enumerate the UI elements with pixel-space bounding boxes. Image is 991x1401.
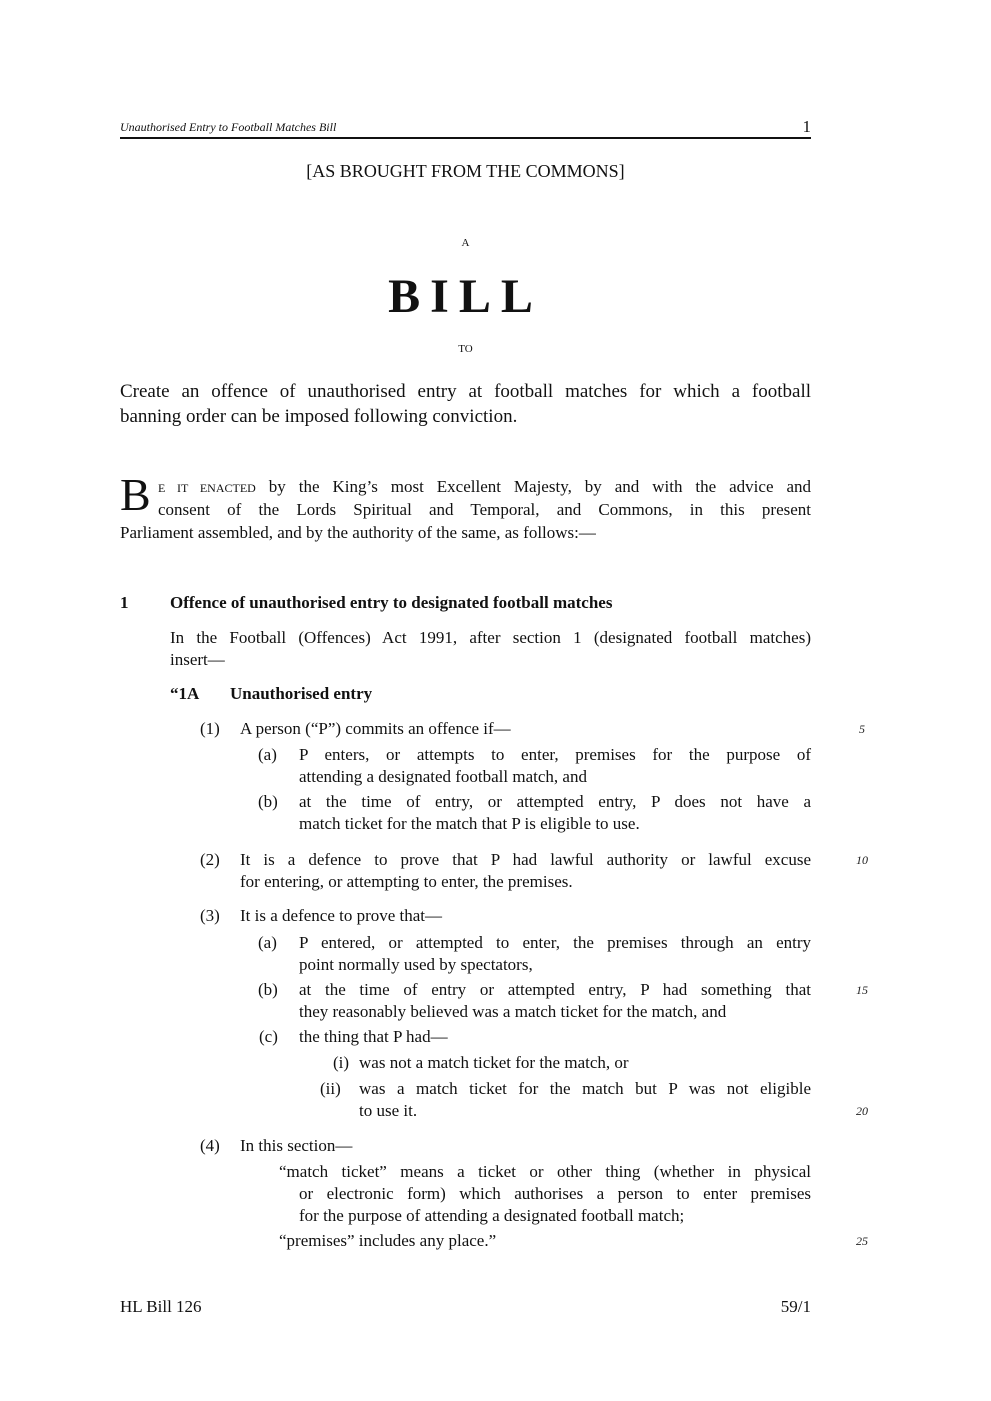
section-number: 1	[120, 593, 129, 612]
new-section-number: “1A	[170, 684, 200, 703]
subsection-label: (2)	[200, 850, 220, 869]
subsection-text: for entering, or attempting to enter, the premises.	[240, 872, 573, 891]
definition-text: “match ticket” means a ticket or other thing (whether in physical	[279, 1162, 811, 1181]
para-label: (a)	[258, 745, 277, 764]
enacting-line-3: Parliament assembled, and by the authority of the same, as follows:—	[120, 523, 596, 542]
subpara-text: was a match ticket for the match but P was not eligible	[359, 1079, 811, 1098]
print-reference: 59/1	[780, 1297, 811, 1316]
subpara-text: to use it.	[359, 1101, 418, 1120]
definition-text: “premises” includes any place.”	[279, 1231, 497, 1250]
subsection-text: It is a defence to prove that—	[240, 906, 443, 925]
para-label: (b)	[258, 980, 278, 999]
subpara-label: (i)	[333, 1053, 350, 1072]
bill-a: A	[461, 237, 470, 249]
enacting-text: by the King’s most Excellent Majesty, by and with the advice and	[268, 477, 811, 496]
drop-cap: B	[120, 469, 151, 520]
para-text: P enters, or attempts to enter, premises for the purpose of	[299, 745, 811, 764]
bill-title: BILL	[388, 270, 543, 323]
new-section-heading: Unauthorised entry	[230, 684, 373, 703]
long-title-line: Create an offence of unauthorised entry at football matches for which a football	[120, 381, 811, 402]
status-line: [AS BROUGHT FROM THE COMMONS]	[306, 161, 625, 181]
section-intro: insert—	[170, 650, 225, 669]
para-text: P entered, or attempted to enter, the premises through an entry	[299, 933, 811, 952]
bill-to: TO	[458, 343, 473, 355]
para-text: attending a designated football match, and	[299, 767, 587, 786]
subsection-text: A person (“P”) commits an offence if—	[240, 719, 511, 738]
bill-reference: HL Bill 126	[120, 1297, 202, 1316]
subsection-label: (4)	[200, 1136, 220, 1155]
subsection-text: It is a defence to prove that P had lawful authority or lawful excuse	[240, 850, 811, 869]
subsection-label: (3)	[200, 906, 220, 925]
definition-text: or electronic form) which authorises a person to enter premises	[299, 1184, 811, 1203]
para-label: (b)	[258, 792, 278, 811]
section-intro: In the Football (Offences) Act 1991, after section 1 (designated football matches)	[170, 628, 811, 647]
line-number: 15	[856, 983, 868, 997]
long-title-line: banning order can be imposed following conviction.	[120, 406, 518, 427]
enacting-line-1	[158, 476, 811, 499]
section-heading: Offence of unauthorised entry to designated football matches	[170, 593, 613, 612]
line-number: 5	[859, 722, 865, 736]
line-number: 10	[856, 853, 868, 867]
page-number: 1	[802, 117, 811, 136]
para-text: the thing that P had—	[299, 1027, 448, 1046]
subsection-text: In this section—	[240, 1136, 353, 1155]
para-text: they reasonably believed was a match ticket for the match, and	[299, 1002, 727, 1021]
running-title: Unauthorised Entry to Football Matches Bill	[120, 120, 337, 134]
subpara-text: was not a match ticket for the match, or	[359, 1053, 629, 1072]
subpara-label: (ii)	[320, 1079, 341, 1098]
line-number: 25	[856, 1234, 868, 1248]
para-text: at the time of entry, or attempted entry, P does not have a	[299, 792, 811, 811]
para-label: (a)	[258, 933, 277, 952]
line-number: 20	[856, 1104, 868, 1118]
para-text: match ticket for the match that P is eligible to use.	[299, 814, 640, 833]
para-text: at the time of entry or attempted entry, P had something that	[299, 980, 811, 999]
para-text: point normally used by spectators,	[299, 955, 533, 974]
subsection-label: (1)	[200, 719, 220, 738]
header-rule	[120, 137, 811, 139]
para-label: (c)	[259, 1027, 278, 1046]
definition-text: for the purpose of attending a designated football match;	[299, 1206, 685, 1225]
enacting-line-2: consent of the Lords Spiritual and Temporal, and Commons, in this present	[158, 500, 811, 519]
enacting-smallcaps: E IT ENACTED	[158, 481, 256, 495]
